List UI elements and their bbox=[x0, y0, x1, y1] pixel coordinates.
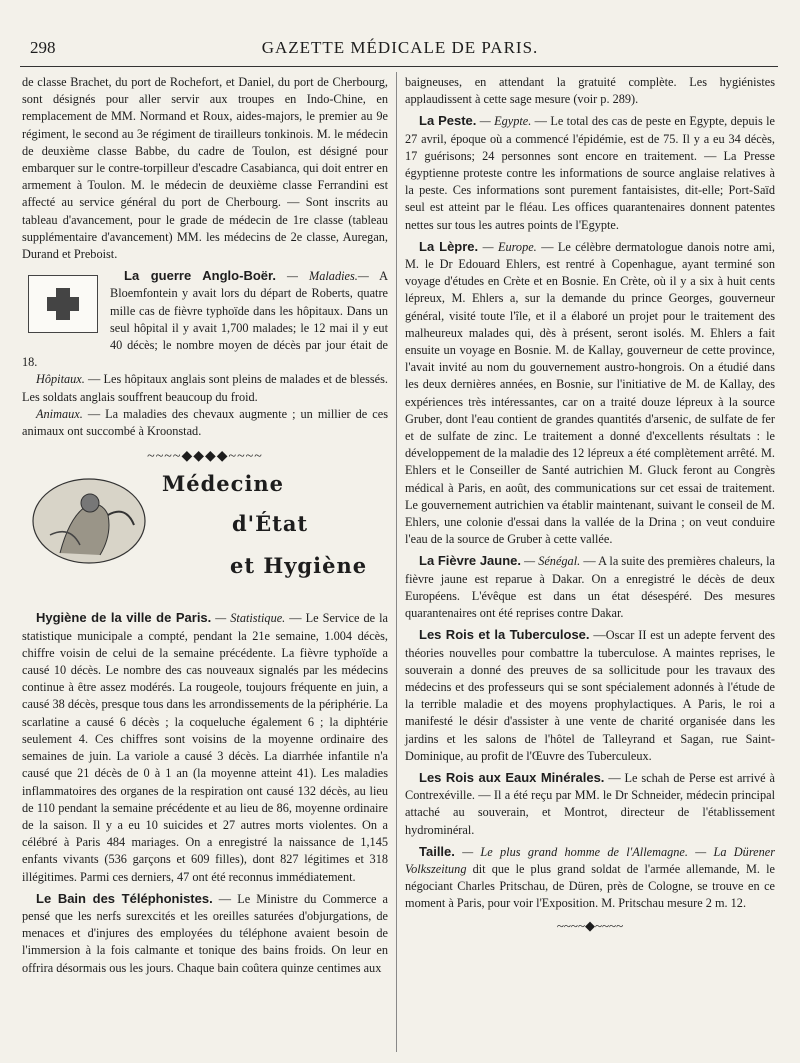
height-subheading: — Le plus grand homme de l'Allemagne. — La Dürener Volkszeitung bbox=[405, 844, 775, 876]
kings-tuberculosis-section bbox=[405, 626, 775, 765]
end-ornament: ~~~~◆~~~~ bbox=[556, 917, 624, 933]
telephonists-continued: baigneuses, en attendant la gratuité complète. Les hygiénistes applaudissent à cette sage mesure (voir p. 289). bbox=[405, 75, 775, 107]
height-section bbox=[405, 843, 775, 913]
paris-hygiene-text: — Le Service de la statistique municipale a compté, pendant la 21e semaine, 1.004 décès, chiffre voisin de celui de la semaine précédente. La fièvre typhoïde a causé 10 décès. Le nombre des cas nouveaux signalés par les médecins continue à être assez modérés. La rougeole, toujours fréquente en juin, a causé 38 décès, presque tous dans les arrondissements de la périphérie. La scarlatine a causé 6 décès ; la coqueluche également 6 ; la diphtérie seulement 4. Ces chiffres sont voisins de la moyenne ordinaire des semaines de juin. La variole a causé 3 décès. La diarrhée infantile n'a causé que 21 décès de 0 à 1 an (la moyenne atteint 41). Les maladies inflammatoires des organes de la respiration ont causé 132 décès, au lieu de 110 pendant la semaine précédente et au lieu de 86, moyenne ordinaire de la saison. Il y a eu 10 suicides et 27 autres morts violentes. On a célébré à Paris 484 mariages. On a enregistré la naissance de 1,145 enfants vivants (536 garçons et 609 filles), dont 827 légitimes et 318 illégitimes. Parmi ces derniers, 47 ont été reconnus immédiatement. bbox=[22, 611, 389, 884]
plague-subheading: — Egypte. bbox=[476, 114, 532, 129]
plague-section bbox=[405, 112, 775, 233]
right-column bbox=[405, 74, 775, 934]
section-ornament: ~~~~◆◆◆◆~~~~ bbox=[147, 449, 263, 465]
red-cross-flag-icon bbox=[22, 269, 102, 337]
paris-hygiene-subheading: — Statistique. bbox=[211, 611, 286, 626]
journal-title: GAZETTE MÉDICALE DE PARIS. bbox=[261, 38, 539, 57]
page-header bbox=[20, 38, 780, 62]
paris-hygiene-heading: Hygiène de la ville de Paris. bbox=[36, 610, 212, 626]
page-number: 298 bbox=[30, 38, 56, 57]
banner-title-line2: d'État bbox=[232, 511, 309, 537]
boer-war-section bbox=[22, 267, 388, 440]
yellow-fever-heading: La Fièvre Jaune. bbox=[419, 553, 521, 569]
engraving-icon bbox=[30, 475, 148, 567]
yellow-fever-text: — A la suite des premières chaleurs, la fièvre jaune est reparue à Dakar. On a enregistré le décès de deux Européens. L'évêque est dans un état désespéré. Des mesures quarantenaires ont été reprises contre Dakar. bbox=[405, 554, 775, 621]
plague-text: — Le total des cas de peste en Egypte, depuis le 27 avril, époque où a commencé l'épidémie, est de 75. Il y a eu 34 décès, 17 guérisons; 24 personnes sont encore en traitement. — La Presse égyptienne proteste contre les informations de source anglaise relatives à la peste. Ces informations sont purement fantaisistes, dit-elle; Port-Saïd seul est atteint par le fléau. Les offices quarantenaires donnent patentes nettes sur tous les autres points de l'Egypte. bbox=[405, 114, 775, 232]
kings-mineral-waters-section bbox=[405, 769, 775, 839]
banner-title-line3: et Hygiène bbox=[230, 553, 368, 579]
naval-postings-paragraph: de classe Brachet, du port de Rochefort, et Daniel, du port de Cherbourg, sont désignés pour aller servir aux troupes en Indo-Chine, en remplacement de MM. Normand et Roux, aides-majors, le premier au 9e régiment, le second au 3e régiment de tirailleurs tonkinois. M. le médecin de deuxième classe Babbe, du cadre de Toulon, est désigné pour embarquer sur le contre-torpilleur d'escadre Casabianca, qui doit entrer en armement à Toulon. M. le médecin de deuxième classe Ferrandini est affecté au service général du port de Cherbourg. — Sont inscrits au tableau d'avancement, pour le grade de médecin de 1re classe (tableau supplémentaire d'avancement) MM. les médecins de 2e classe, Auregan, Durand et Preboist. bbox=[22, 75, 388, 262]
animals-text: — La maladies des chevaux augmente ; un millier de ces animaux ont succombé à Kroonstad. bbox=[22, 406, 388, 439]
telephonists-text: — Le Ministre du Commerce a pensé que les nerfs surexcités et les oreilles saturées d'objurgations, de menaces et d'injures des employées du téléphone avaient besoin de l'immersion à la fois calmante et tonique des bains froids. On leur en offrira désormais ous les jours. Chaque bain coûtera quinze centimes aux bbox=[22, 891, 388, 975]
kings-tuberculosis-heading: Les Rois et la Tuberculose. bbox=[419, 627, 590, 643]
plague-heading: La Peste. bbox=[419, 113, 477, 129]
boer-war-subheading: — Maladies.— bbox=[287, 269, 369, 284]
leprosy-text: — Le célèbre dermatologue danois notre ami, M. le Dr Edouard Ehlers, est rentré à Copenhague, ayant terminé son voyage d'études en Crète et en Bosnie. En Crète, où il y a six à huit cents lépreux, M. Ehlers a, sur la demande du prince Georges, gouverneur général, visité toute l'île, et il a élaboré un projet pour le traitement des malheureux malades qui, dès à présent, seront isolés. M. Ehlers a fait ensuite un voyage en Bosnie. M. de Kallay, gouverneur de cette province, l'avait invité au nom du gouvernement austro-hongrois. On a étudié dans les deux dernières années, en Bosnie, sur l'initiative de M. de Kallay, des expériences très intéressantes, car on a traité douze lépreux à la source Gruber, dont l'eau contient de grandes quantités d'arsenic, de sulfate de fer et de sulfate de zinc. Le traitement a donné d'excellents résultats : le développement de la maladie des 12 lépreux a été complètement arrêté. M. Ehlers et le Conseiller de Santé autrichien M. Gluck feront au Congrès médical à Paris, en août, des communications sur cet essai de traitement. Le gouvernement autrichien va établir maintenant, suivant le conseil de M. Ehlers, une colonie d'essai dans la vallée de la Drina ; on veut conduire l'eau de la source de Gruber à cette vallée. bbox=[405, 239, 775, 547]
telephonists-heading: Le Bain des Téléphonistes. bbox=[36, 890, 213, 906]
left-column bbox=[22, 74, 388, 977]
section-banner bbox=[22, 471, 388, 601]
column-divider bbox=[396, 72, 397, 1052]
kings-tuberculosis-text: —Oscar II est un adepte fervent des théories nouvelles pour combattre la tuberculose. A maintes reprises, le souverain a donné des preuves de sa sollicitude pour les travaux des médecins et des professeurs qui se sont spécialement adonnés à l'étude de la terrible maladie et des moyens prophylactiques. A Paris, le roi a manifesté le désir d'assister à une vente de charité organisée dans les jardins et les salons de l'hôtel de Talleyrand et Sagan, rue Saint-Dominique, au profit de l'Œuvre des Tuberculeux. bbox=[405, 628, 775, 763]
leprosy-subheading: — Europe. bbox=[478, 239, 537, 254]
animals-label: Animaux. bbox=[36, 406, 83, 421]
telephonists-section bbox=[22, 890, 388, 977]
height-text: dit que le plus grand soldat de l'armée allemande, M. le négociant Charles Pritschau, de Düren, près de Cologne, se trouve en ce moment à Paris, pour voir l'Exposition. M. Pritschau mesure 2 m. 12. bbox=[405, 861, 775, 911]
header-rule bbox=[20, 66, 778, 67]
height-heading: Taille. bbox=[419, 843, 455, 859]
kings-mineral-waters-heading: Les Rois aux Eaux Minérales. bbox=[419, 769, 605, 785]
leprosy-section bbox=[405, 238, 775, 549]
kings-mineral-waters-text: — Le schah de Perse est arrivé à Contrexéville. — Il a été reçu par MM. le Dr Schneider, médecin principal attaché au souverain, et Montrot, directeur de l'établissement hydrominéral. bbox=[405, 770, 775, 837]
yellow-fever-subheading: — Sénégal. bbox=[521, 554, 581, 569]
paris-hygiene-section bbox=[22, 609, 388, 885]
boer-war-heading: La guerre Anglo-Boër. bbox=[124, 268, 276, 284]
leprosy-heading: La Lèpre. bbox=[419, 238, 479, 254]
banner-title-line1: Médecine bbox=[162, 471, 285, 497]
hospitals-text: — Les hôpitaux anglais sont pleins de malades et de blessés. Les soldats anglais souffrent beaucoup du froid. bbox=[22, 372, 388, 404]
boer-war-text: A Bloemfontein y avait lors du départ de Roberts, quatre mille cas de fièvre typhoïde dans les hôpitaux. Dans un seul hôpital il y avait 1,700 malades; le 12 mai il y eut 40 décès; le nombre moyen de décès par jour était de 18. bbox=[22, 269, 389, 370]
hospitals-label: Hôpitaux. bbox=[36, 372, 85, 387]
yellow-fever-section bbox=[405, 552, 775, 622]
